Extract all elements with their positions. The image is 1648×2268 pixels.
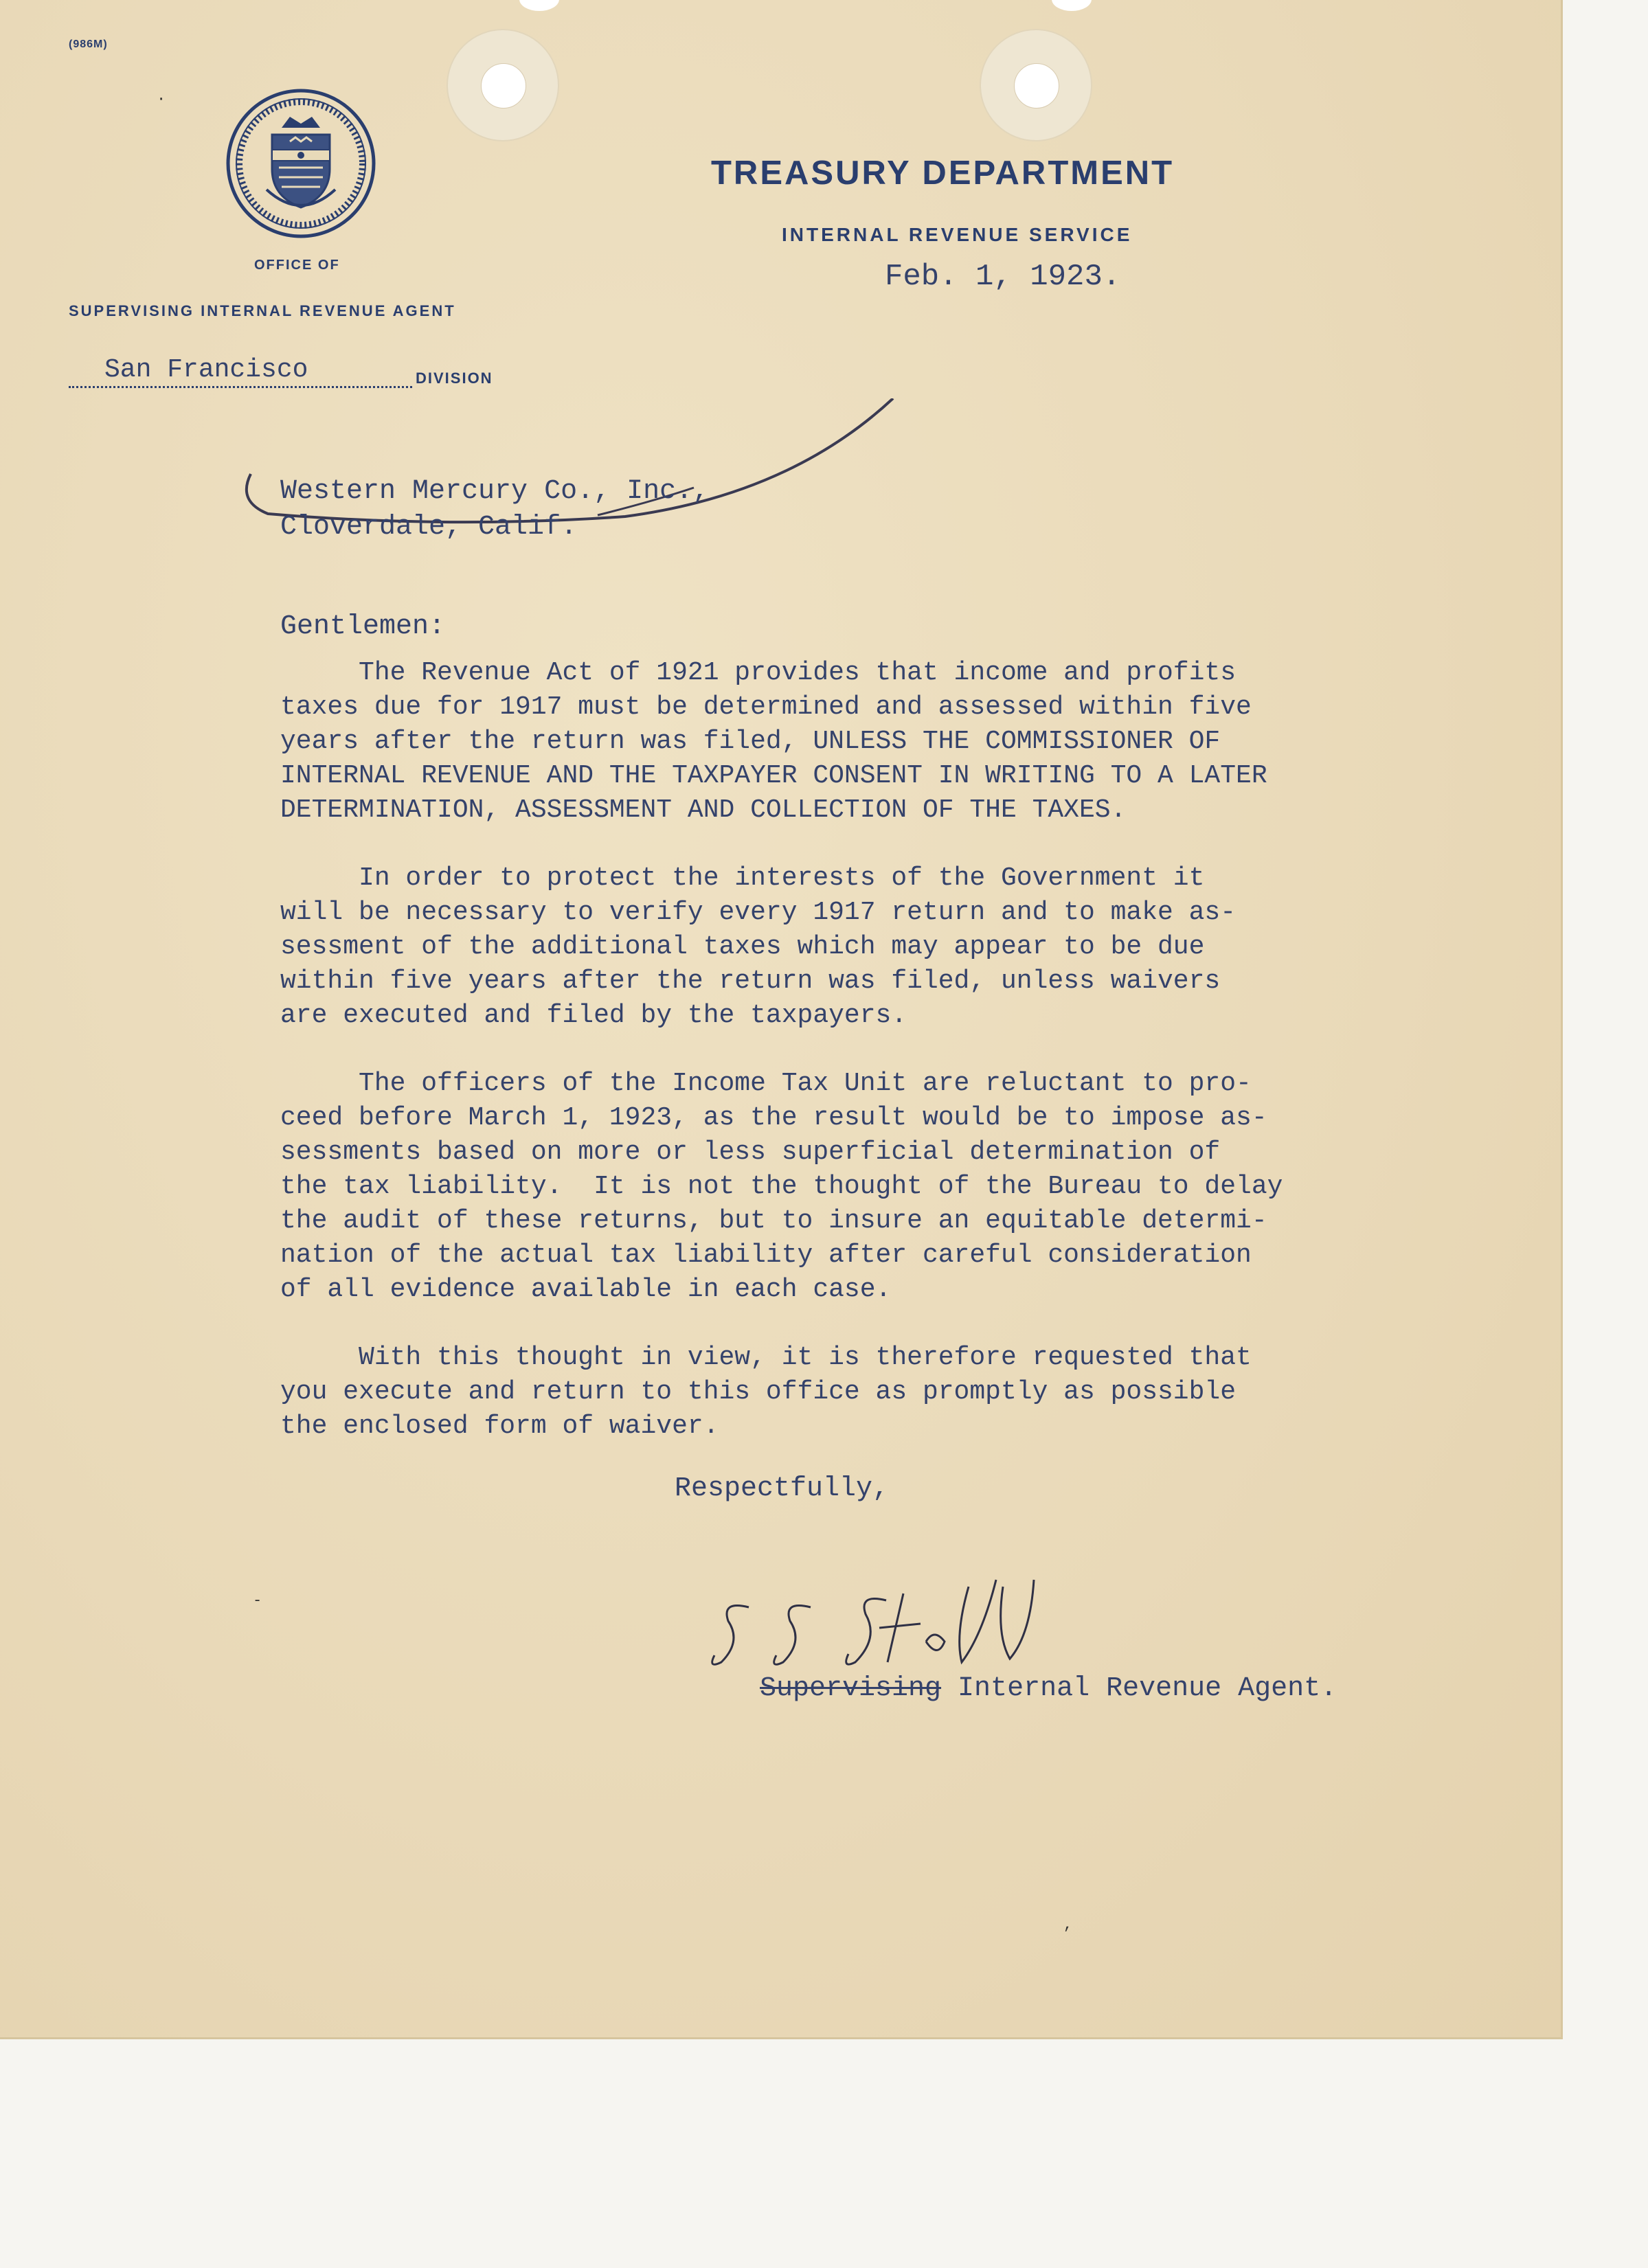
addressee-line: Cloverdale, Calif. <box>280 512 578 543</box>
body-paragraph: With this thought in view, it is therefore requested that you execute and return to this office as promptly as possible the enclosed form of waiver. <box>280 1343 1252 1441</box>
body-paragraph: The Revenue Act of 1921 provides that income and profits taxes due for 1917 must be determined and assessed within five years after the return was filed, UNLESS THE COMMISSIONER OF INTERNAL REVENUE AND THE TAXPAYER CONSENT IN WRITING TO A LATER DETERMINATION, ASSESSMENT AND COLLECTION OF THE TAXES. <box>280 658 1267 825</box>
closing: Respectfully, <box>675 1473 890 1504</box>
signer-title-text: Internal Revenue Agent. <box>941 1673 1337 1704</box>
department-title: TREASURY DEPARTMENT <box>711 155 1175 192</box>
division-label: DIVISION <box>416 370 493 387</box>
punch-notch <box>1052 0 1092 11</box>
paper-speck: , <box>1063 1916 1073 1934</box>
addressee-block <box>280 474 709 545</box>
division-city: San Francisco <box>69 354 412 388</box>
binder-hole <box>980 29 1092 141</box>
punch-notch <box>519 0 559 11</box>
paper-speck: · <box>157 91 166 108</box>
salutation: Gentlemen: <box>280 611 446 642</box>
letter-date: Feb. 1, 1923. <box>885 260 1121 294</box>
office-of-label: OFFICE OF <box>254 258 340 273</box>
struck-word: Supervising <box>760 1673 942 1704</box>
body-paragraph: The officers of the Income Tax Unit are reluctant to pro- ceed before March 1, 1923, as the result would be to impose as- sessments based on more or less superficial determination of the tax liability. It is not the thought of the Bureau to delay the audit of these returns, but to insure an equitable determi- nation of the actual tax liability after careful consideration of all evidence available in each case. <box>280 1069 1283 1304</box>
signer-title <box>760 1673 1337 1704</box>
office-name: SUPERVISING INTERNAL REVENUE AGENT <box>69 302 456 319</box>
body-paragraph: In order to protect the interests of the Government it will be necessary to verify every 1917 return and to make as- sessment of the additional taxes which may appear to be due within five years after the return was filed, unless waivers are executed and filed by the taxpayers. <box>280 863 1237 1030</box>
service-subtitle: INTERNAL REVENUE SERVICE <box>782 224 1133 245</box>
letter-body <box>280 656 1352 1477</box>
treasury-seal-icon <box>224 87 378 240</box>
binder-hole <box>447 29 559 141</box>
paper-speck: - <box>253 1592 262 1609</box>
handwritten-signature <box>708 1573 1120 1683</box>
form-code: (986M) <box>69 38 108 50</box>
addressee-line: Western Mercury Co., Inc., <box>280 476 710 507</box>
